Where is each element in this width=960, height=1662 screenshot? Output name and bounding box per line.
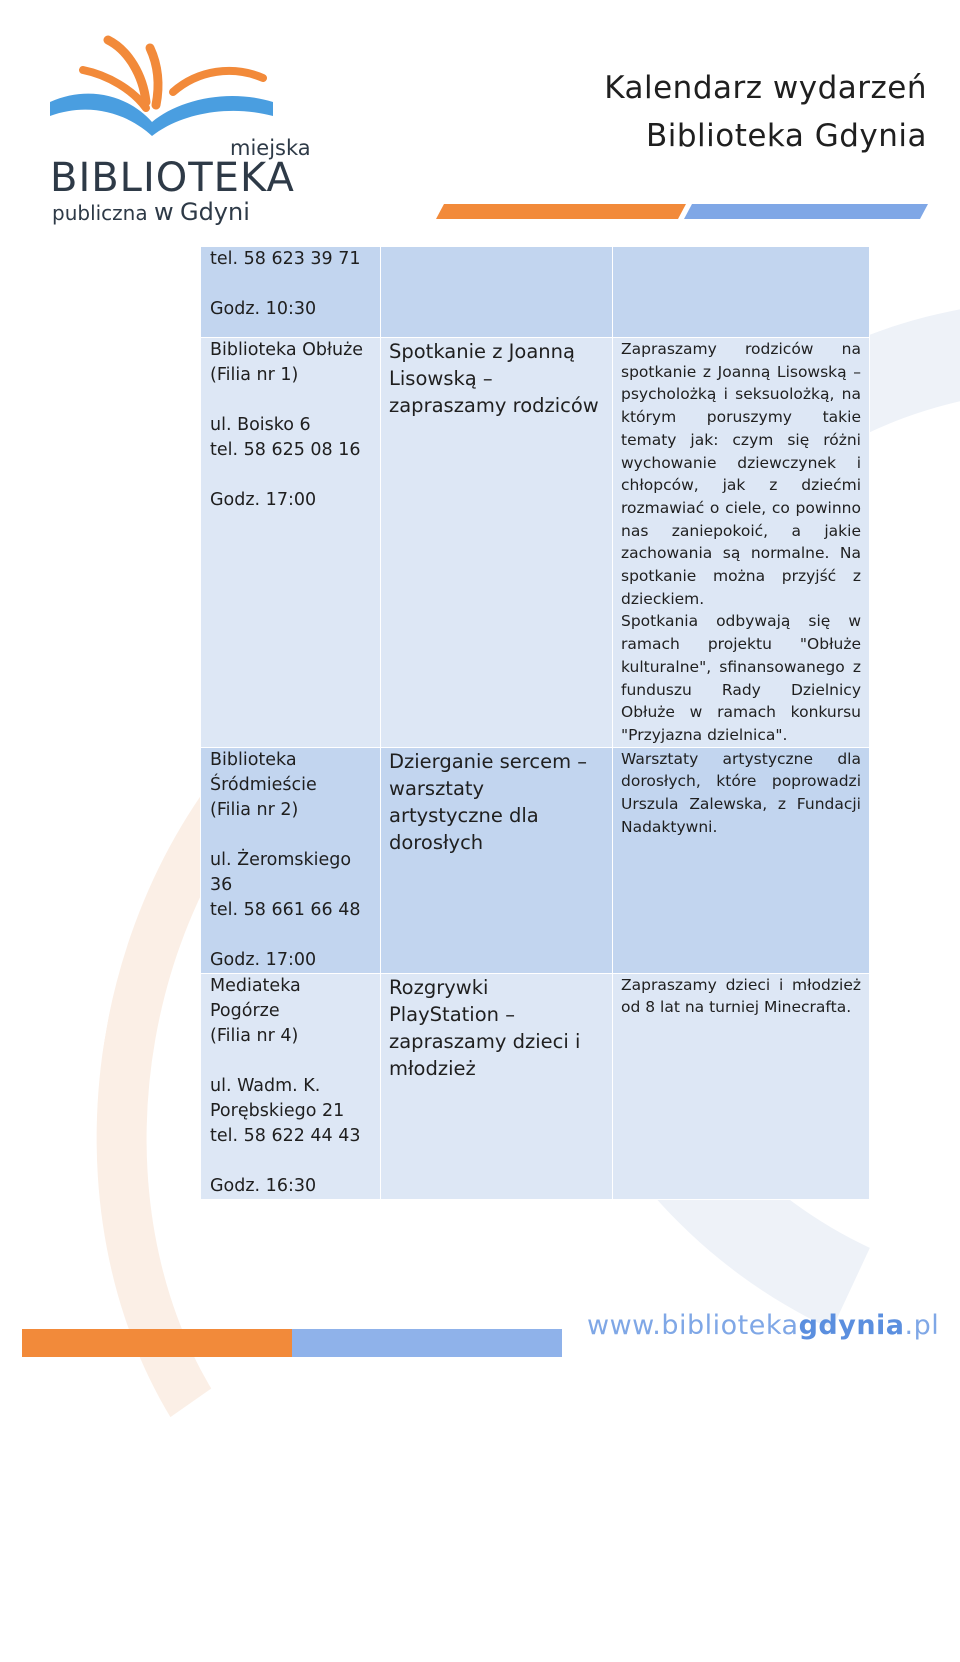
logo-biblioteka: BIBLIOTEKA xyxy=(50,155,295,201)
phone: tel. 58 661 66 48 xyxy=(210,899,361,920)
page-title: Kalendarz wydarzeń xyxy=(604,70,927,106)
header-stripe-orange xyxy=(436,204,686,219)
address: ul. Boisko 6 xyxy=(210,415,311,435)
event-title: Dzierganie sercem – warsztaty artystyczne dla dorosłych xyxy=(389,749,588,854)
location-cell xyxy=(201,973,381,1199)
footer-stripe-orange xyxy=(22,1329,292,1357)
description-cell xyxy=(613,338,870,748)
branch-name: Mediateka xyxy=(210,975,301,996)
address-line2: Porębskiego 21 xyxy=(210,1100,345,1121)
event-time: Godz. 16:30 xyxy=(210,1175,317,1196)
library-logo xyxy=(48,30,311,226)
title-cell xyxy=(381,973,613,1199)
address: ul. Żeromskiego 36 xyxy=(210,849,352,895)
location-cell xyxy=(201,247,381,338)
phone: tel. 58 625 08 16 xyxy=(210,440,361,460)
footer-stripe-blue xyxy=(292,1329,562,1357)
location-cell xyxy=(201,747,381,973)
phone: tel. 58 622 44 43 xyxy=(210,1125,361,1146)
event-title: Spotkanie z Joanną Lisowską – zapraszamy rodziców xyxy=(389,340,599,417)
branch-district: Śródmieście xyxy=(210,774,317,795)
description-cell xyxy=(613,247,870,338)
logo-miejska: miejska xyxy=(230,136,311,160)
event-description: Zapraszamy rodziców na spotkanie z Joanną Lisowską – psycholożką i seksuolożką, na którym poruszymy takie tematy jak: czym się różni wychowanie dziewczynek i chłopców, jak z dziećmi rozmawiać o ciele, co powinno nas zaniepokoić, a jakie zachowania są normalne. Na spotkanie można przyjść z dzieckiem. xyxy=(621,340,861,608)
open-book-icon xyxy=(48,30,278,140)
table-row xyxy=(201,747,870,973)
event-title: Rozgrywki PlayStation – zapraszamy dzieci i młodzież xyxy=(389,975,581,1080)
title-cell xyxy=(381,338,613,748)
logo-publiczna: publiczna w Gdyni xyxy=(52,198,250,226)
branch-number: (Filia nr 1) xyxy=(210,365,299,385)
event-description: Zapraszamy dzieci i młodzież od 8 lat na turniej Minecrafta. xyxy=(621,975,861,1017)
event-description: Warsztaty artystyczne dla dorosłych, które poprowadzi Urszula Zalewska, z Fundacji Nadaktywni. xyxy=(621,749,861,836)
table-row xyxy=(201,338,870,748)
branch-name: Biblioteka xyxy=(210,749,297,770)
website-link[interactable]: www.bibliotekagdynia.pl xyxy=(587,1310,940,1341)
phone: tel. 58 623 39 71 xyxy=(210,249,361,269)
page-subtitle: Biblioteka Gdynia xyxy=(645,118,927,154)
title-cell xyxy=(381,747,613,973)
description-cell xyxy=(613,973,870,1199)
table-row xyxy=(201,973,870,1199)
event-time: Godz. 17:00 xyxy=(210,490,317,510)
events-table xyxy=(200,246,870,1200)
location-cell xyxy=(201,338,381,748)
table-row xyxy=(201,247,870,338)
branch-district: Pogórze xyxy=(210,1000,280,1021)
branch-name: Biblioteka Obłuże xyxy=(210,340,364,360)
address: ul. Wadm. K. xyxy=(210,1075,321,1096)
event-time: Godz. 10:30 xyxy=(210,299,317,319)
title-cell xyxy=(381,247,613,338)
description-cell xyxy=(613,747,870,973)
branch-number: (Filia nr 4) xyxy=(210,1025,299,1046)
branch-number: (Filia nr 2) xyxy=(210,799,299,820)
event-time: Godz. 17:00 xyxy=(210,949,317,970)
header-stripe-blue xyxy=(684,204,928,219)
event-description-note: Spotkania odbywają się w ramach projektu "Obłuże kulturalne", sfinansowanego z funduszu Rady Dzielnicy Obłuże w ramach konkursu "Przyjazna dzielnica". xyxy=(621,612,861,744)
